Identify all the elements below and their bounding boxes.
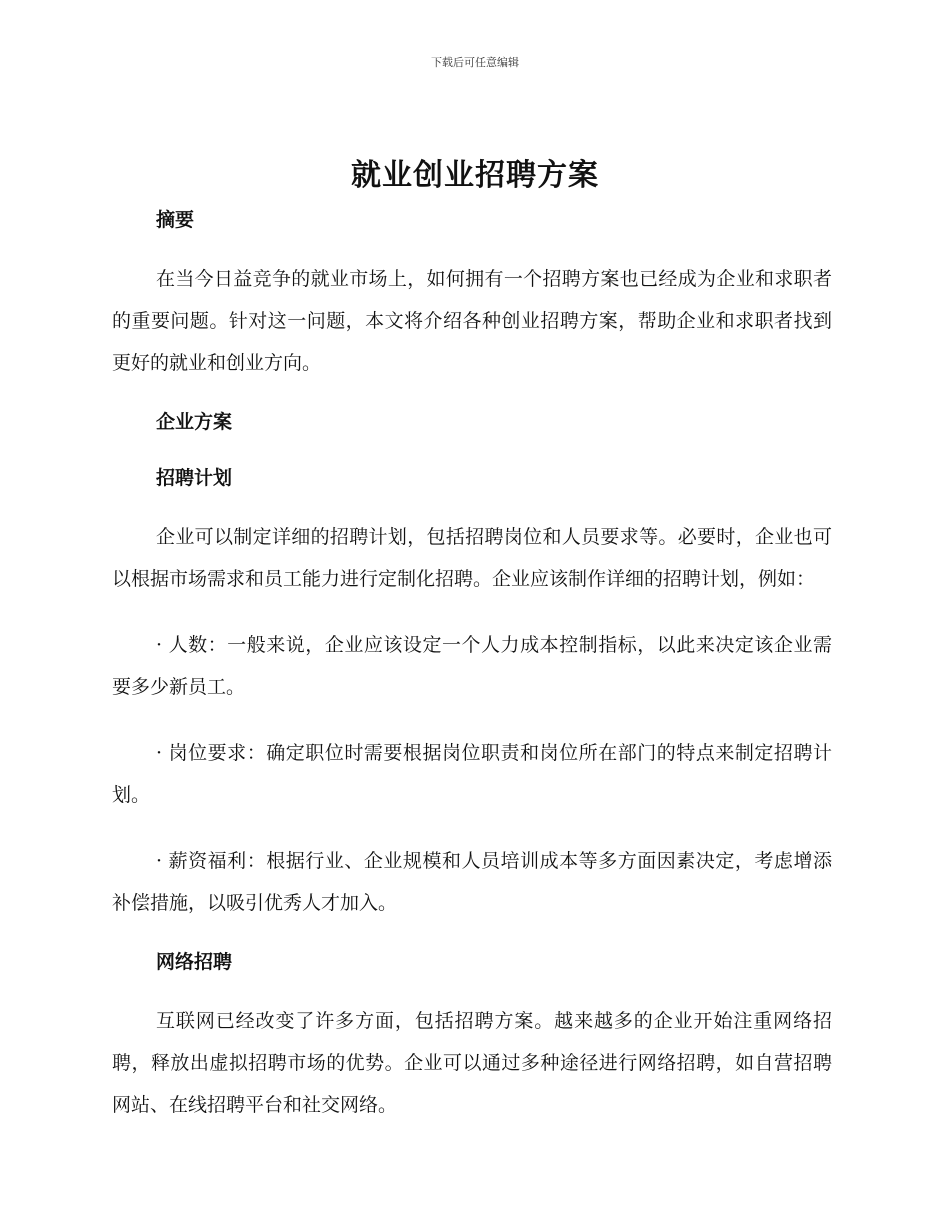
abstract-heading: 摘要 [156, 209, 195, 231]
page-header: 下载后可任意编辑 [431, 56, 519, 69]
bullet-item-job-requirements: · 岗位要求：确定职位时需要根据岗位职责和岗位所在部门的特点来制定招聘计划。 [112, 742, 832, 806]
online-recruitment-paragraph: 互联网已经改变了许多方面，包括招聘方案。越来越多的企业开始注重网络招聘，释放出虚拟招聘市场的优势。企业可以通过多种途径进行网络招聘，如自营招聘网站、在线招聘平台和社交网络。 [112, 1010, 832, 1116]
section-heading-enterprise: 企业方案 [156, 411, 233, 433]
document-body [112, 206, 832, 1126]
subsection-heading-recruitment-plan: 招聘计划 [156, 467, 233, 489]
document-title: 就业创业招聘方案 [351, 158, 599, 193]
subsection-heading-online-recruitment: 网络招聘 [156, 951, 233, 973]
bullet-item-headcount: · 人数：一般来说，企业应该设定一个人力成本控制指标，以此来决定该企业需要多少新员工。 [112, 634, 832, 698]
abstract-paragraph: 在当今日益竞争的就业市场上，如何拥有一个招聘方案也已经成为企业和求职者的重要问题。针对这一问题，本文将介绍各种创业招聘方案，帮助企业和求职者找到更好的就业和创业方向。 [112, 268, 832, 374]
bullet-item-salary-benefits: · 薪资福利：根据行业、企业规模和人员培训成本等多方面因素决定，考虑增添补偿措施，以吸引优秀人才加入。 [112, 850, 832, 914]
recruitment-plan-paragraph: 企业可以制定详细的招聘计划，包括招聘岗位和人员要求等。必要时，企业也可以根据市场需求和员工能力进行定制化招聘。企业应该制作详细的招聘计划，例如： [112, 526, 832, 590]
